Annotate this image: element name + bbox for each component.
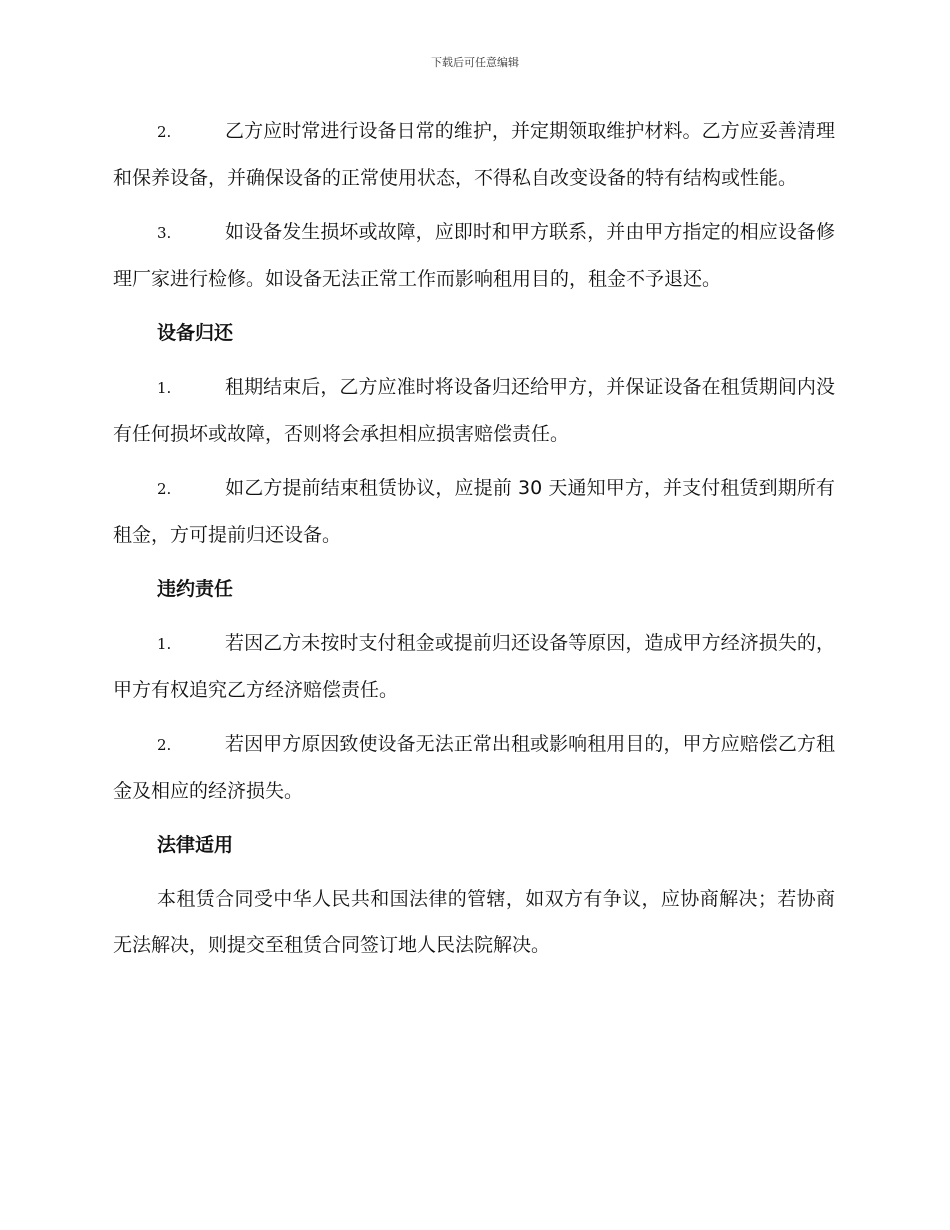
clause-number: 1. [157, 635, 172, 653]
clause-text: 租期结束后，乙方应准时将设备归还给甲方，并保证设备在租赁期间内没有任何损坏或故障，否则将会承担相应损害赔偿责任。 [113, 376, 835, 445]
section-heading-liability: 违约责任 [157, 578, 234, 600]
clause-number: 2. [157, 736, 172, 754]
clause-paragraph [113, 620, 835, 713]
clause-paragraph [113, 364, 835, 457]
clause-paragraph [113, 721, 835, 814]
section-heading-return: 设备归还 [157, 322, 234, 344]
clause-paragraph [113, 465, 835, 558]
clause-paragraph [113, 209, 835, 302]
clause-number: 1. [157, 379, 172, 397]
clause-number: 2. [157, 123, 172, 141]
clause-number: 2. [157, 480, 172, 498]
clause-text: 如设备发生损坏或故障，应即时和甲方联系，并由甲方指定的相应设备修理厂家进行检修。如设备无法正常工作而影响租用目的，租金不予退还。 [113, 221, 835, 290]
clause-text: 若因甲方原因致使设备无法正常出租或影响租用目的，甲方应赔偿乙方租金及相应的经济损失。 [113, 733, 835, 802]
clause-text: 如乙方提前结束租赁协议，应提前 30 天通知甲方，并支付租赁到期所有租金，方可提前归还设备。 [113, 477, 835, 546]
section-heading-law: 法律适用 [157, 834, 234, 856]
clause-text: 本租赁合同受中华人民共和国法律的管辖，如双方有争议，应协商解决；若协商无法解决，则提交至租赁合同签订地人民法院解决。 [113, 888, 835, 956]
clause-paragraph [113, 108, 835, 201]
clause-text: 乙方应时常进行设备日常的维护，并定期领取维护材料。乙方应妥善清理和保养设备，并确保设备的正常使用状态，不得私自改变设备的特有结构或性能。 [113, 120, 835, 189]
law-paragraph [113, 876, 835, 968]
page-header: 下载后可任意编辑 [431, 56, 519, 69]
document-body [113, 108, 835, 976]
clause-number: 3. [157, 224, 172, 242]
clause-text: 若因乙方未按时支付租金或提前归还设备等原因，造成甲方经济损失的，甲方有权追究乙方经济赔偿责任。 [113, 632, 835, 701]
